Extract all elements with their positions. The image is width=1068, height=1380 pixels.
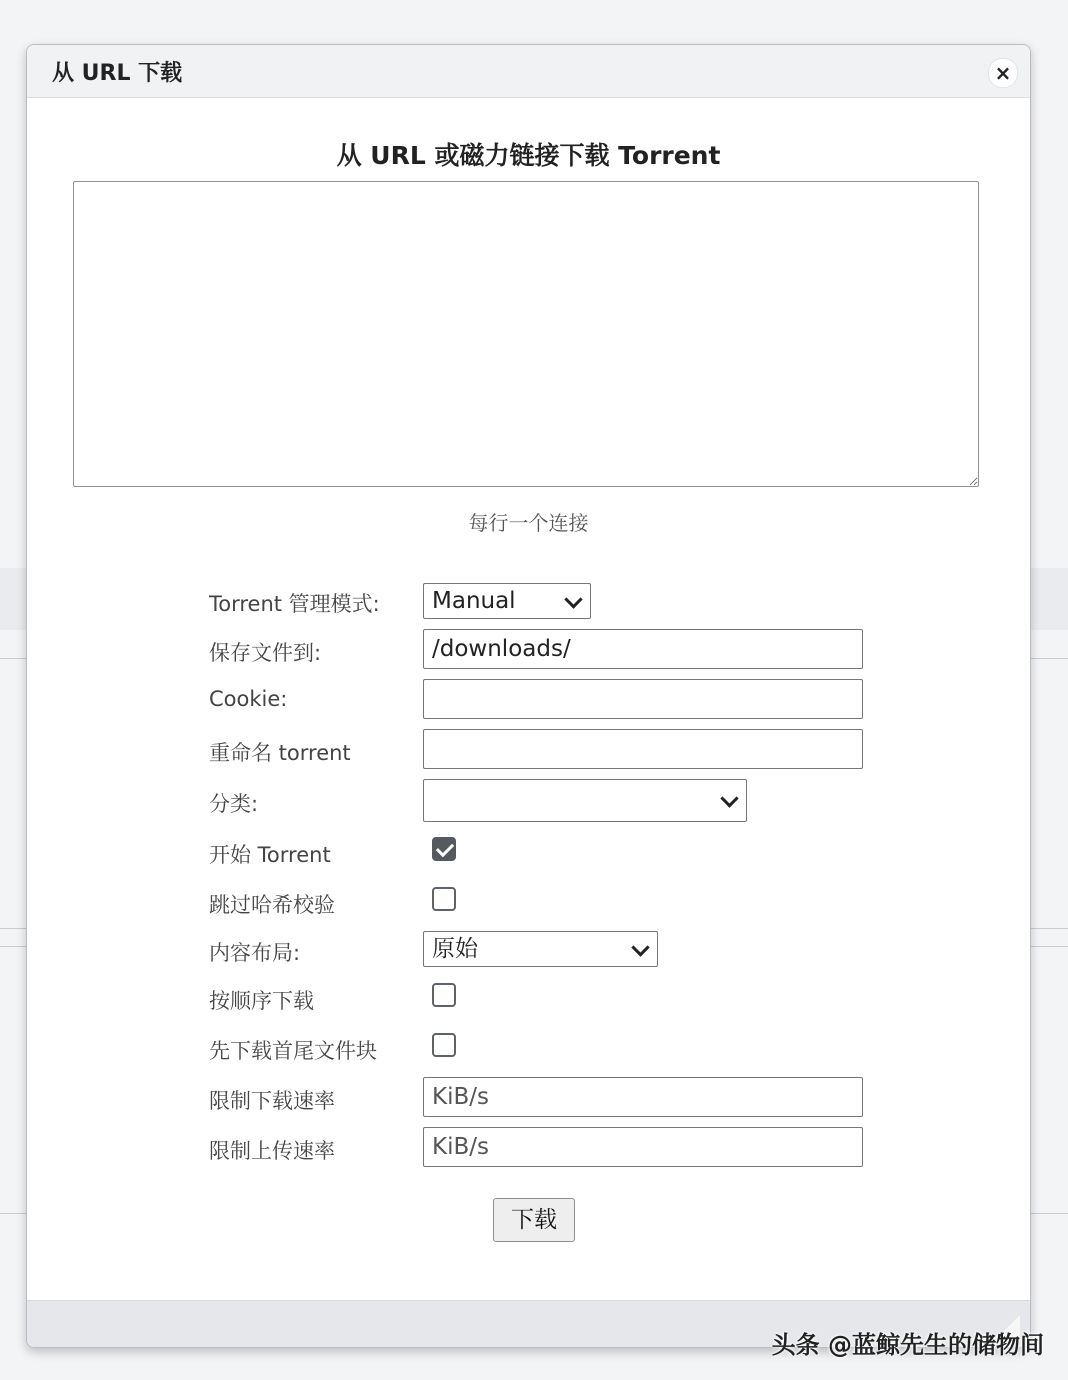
management-mode-select[interactable] [423,583,591,619]
upload-limit-input[interactable]: KiB/s [423,1127,863,1167]
first-last-checkbox[interactable] [432,1033,456,1057]
management-mode-value: Manual [432,588,516,614]
background-divider [0,928,26,929]
chevron-down-icon [720,789,738,807]
start-torrent-checkbox[interactable] [432,837,456,861]
save-path-input[interactable]: /downloads/ [423,629,863,669]
cookie-input[interactable] [423,679,863,719]
background-divider [1029,1213,1068,1214]
urls-textarea[interactable] [73,181,979,487]
content-layout-label: 内容布局: [209,941,301,965]
category-label: 分类: [209,792,259,816]
download-from-url-dialog [26,44,1031,1348]
sequential-label: 按顺序下载 [209,989,314,1013]
category-select[interactable] [423,779,747,822]
close-icon[interactable]: × [988,58,1018,88]
dialog-titlebar[interactable] [27,45,1030,98]
sequential-checkbox[interactable] [432,983,456,1007]
content-layout-value: 原始 [432,936,478,962]
rename-label: 重命名 torrent [209,741,351,765]
background-band [1029,568,1068,630]
background-divider [1029,946,1068,947]
management-mode-label: Torrent 管理模式: [209,592,380,616]
cookie-label: Cookie: [209,687,288,711]
background-band [0,568,26,630]
save-path-label: 保存文件到: [209,641,322,665]
download-limit-label: 限制下载速率 [209,1089,335,1113]
skip-hash-checkbox[interactable] [432,887,456,911]
download-button[interactable]: 下载 [493,1198,575,1242]
background-divider [0,658,26,659]
chevron-down-icon [564,590,582,608]
dialog-title: 从 URL 下载 [52,61,183,86]
watermark: 头条 @蓝鲸先生的储物间 [771,1331,1044,1359]
chevron-down-icon [631,938,649,956]
start-torrent-label: 开始 Torrent [209,843,331,867]
first-last-label: 先下载首尾文件块 [209,1039,377,1063]
upload-limit-label: 限制上传速率 [209,1139,335,1163]
rename-input[interactable] [423,729,863,769]
dialog-heading: 从 URL 或磁力链接下载 Torrent [336,141,721,170]
background-divider [1029,658,1068,659]
background-divider [0,1213,26,1214]
content-layout-select[interactable] [423,931,658,967]
background-divider [0,946,26,947]
urls-hint: 每行一个连接 [468,511,589,535]
download-limit-input[interactable]: KiB/s [423,1077,863,1117]
skip-hash-label: 跳过哈希校验 [209,893,335,917]
background-divider [1029,928,1068,929]
